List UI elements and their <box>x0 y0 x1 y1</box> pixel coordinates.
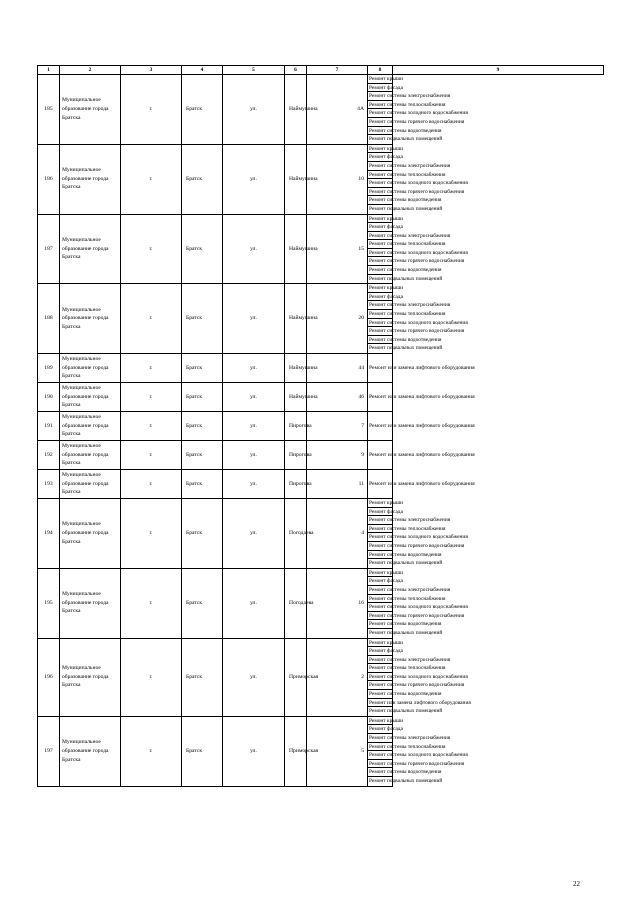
owner-cell: Муниципальное образование города Братска <box>60 441 121 470</box>
street-cell: Пирогова <box>285 470 307 499</box>
city-cell: Братск <box>182 441 223 470</box>
owner-cell: Муниципальное образование города Братска <box>60 568 121 638</box>
works-cell: Ремонт или замена лифтового оборудования <box>368 412 393 441</box>
work-item: Ремонт системы холодного водоснабжения <box>369 534 468 541</box>
table-row <box>38 716 604 786</box>
works-cell: Ремонт или замена лифтового оборудования <box>368 383 393 412</box>
table-row <box>38 499 604 569</box>
header-cell-7: 7 <box>307 66 368 75</box>
street-type-cell: ул. <box>223 412 285 441</box>
city-type-cell: г. <box>121 638 182 716</box>
work-item: Ремонт системы горячего водоснабжения <box>369 188 465 195</box>
work-item: Ремонт системы электроснабжения <box>369 93 451 100</box>
owner-cell: Муниципальное образование города Братска <box>60 214 121 284</box>
work-item: Ремонт системы электроснабжения <box>369 517 451 524</box>
work-item: Ремонт системы теплоснабжения <box>369 743 446 750</box>
city-cell: Братск <box>182 412 223 441</box>
work-item: Ремонт системы горячего водоснабжения <box>369 760 465 767</box>
work-item: Ремонт системы теплоснабжения <box>369 665 446 672</box>
work-item: Ремонт системы электроснабжения <box>369 656 451 663</box>
city-cell: Братск <box>182 354 223 383</box>
owner-cell: Муниципальное образование города Братска <box>60 470 121 499</box>
work-item: Ремонт подвальных помещений <box>369 136 443 143</box>
works-cell: Ремонт или замена лифтового оборудования <box>368 354 393 383</box>
work-item: Ремонт крыши <box>369 145 403 152</box>
work-item: Ремонт системы водоотведения <box>369 197 442 204</box>
street-type-cell: ул. <box>223 214 285 284</box>
row-number: 186 <box>38 144 60 214</box>
work-item: Ремонт подвальных помещений <box>369 275 443 282</box>
owner-cell: Муниципальное образование города Братска <box>60 499 121 569</box>
street-type-cell: ул. <box>223 638 285 716</box>
city-type-cell: г. <box>121 75 182 145</box>
table-row <box>38 638 604 716</box>
work-item: Ремонт системы холодного водоснабжения <box>369 249 468 256</box>
city-cell: Братск <box>182 499 223 569</box>
row-number: 195 <box>38 568 60 638</box>
street-cell: Наймушина <box>285 284 307 354</box>
work-item: Ремонт крыши <box>369 76 403 82</box>
street-cell: Погодаева <box>285 568 307 638</box>
works-cell <box>368 499 468 569</box>
work-item: Ремонт крыши <box>369 285 403 292</box>
work-item: Ремонт подвальных помещений <box>369 205 443 212</box>
work-item: Ремонт фасада <box>369 84 403 91</box>
house-number-cell: 4 <box>307 499 368 569</box>
work-item: Ремонт подвальных помещений <box>369 560 443 567</box>
house-number-cell: 16 <box>307 568 368 638</box>
work-item: Ремонт системы теплоснабжения <box>369 525 446 532</box>
work-item: Ремонт системы теплоснабжения <box>369 595 446 602</box>
table-row <box>38 441 604 470</box>
table-row <box>38 568 604 638</box>
street-type-cell: ул. <box>223 284 285 354</box>
work-item: Ремонт крыши <box>369 500 403 506</box>
house-number-cell: 7 <box>307 412 368 441</box>
work-item: Ремонт системы теплоснабжения <box>369 171 446 178</box>
work-item: Ремонт системы электроснабжения <box>369 586 451 593</box>
row-number: 187 <box>38 214 60 284</box>
work-item: Ремонт системы горячего водоснабжения <box>369 258 465 265</box>
works-cell <box>368 716 468 786</box>
row-number: 192 <box>38 441 60 470</box>
street-cell: Наймушина <box>285 214 307 284</box>
work-item: Ремонт системы электроснабжения <box>369 302 451 309</box>
work-item: Ремонт системы водоотведения <box>369 127 442 134</box>
work-item: Ремонт системы водоотведения <box>369 621 442 628</box>
header-cell-9: 9 <box>393 66 604 75</box>
header-cell-6: 6 <box>285 66 307 75</box>
street-cell: Приморская <box>285 638 307 716</box>
city-type-cell: г. <box>121 441 182 470</box>
table-row <box>38 354 604 383</box>
header-cell-3: 3 <box>121 66 182 75</box>
city-cell: Братск <box>182 284 223 354</box>
table-row <box>38 144 604 214</box>
city-type-cell: г. <box>121 568 182 638</box>
row-number: 193 <box>38 470 60 499</box>
house-number-cell: 15 <box>307 214 368 284</box>
works-cell: Ремонт или замена лифтового оборудования <box>368 470 393 499</box>
work-item: Ремонт фасада <box>369 154 403 161</box>
street-type-cell: ул. <box>223 470 285 499</box>
header-cell-1: 1 <box>38 66 60 75</box>
house-number-cell: 4А <box>307 75 368 145</box>
street-cell: Наймушина <box>285 75 307 145</box>
work-item: Ремонт системы электроснабжения <box>369 162 451 169</box>
city-cell: Братск <box>182 75 223 145</box>
row-number: 191 <box>38 412 60 441</box>
work-item: Ремонт фасада <box>369 648 403 655</box>
work-item: Ремонт системы горячего водоснабжения <box>369 612 465 619</box>
house-number-cell: 5 <box>307 716 368 786</box>
city-type-cell: г. <box>121 214 182 284</box>
work-item: Ремонт системы горячего водоснабжения <box>369 682 465 689</box>
owner-cell: Муниципальное образование города Братска <box>60 716 121 786</box>
city-type-cell: г. <box>121 499 182 569</box>
work-item: Ремонт системы водоотведения <box>369 691 442 698</box>
city-type-cell: г. <box>121 144 182 214</box>
row-number: 185 <box>38 75 60 145</box>
table-row <box>38 214 604 284</box>
house-number-cell: 46 <box>307 383 368 412</box>
works-cell <box>368 144 468 214</box>
table-row <box>38 412 604 441</box>
street-type-cell: ул. <box>223 383 285 412</box>
work-item: Ремонт крыши <box>369 639 403 646</box>
work-item: Ремонт крыши <box>369 215 403 222</box>
work-item: Ремонт системы водоотведения <box>369 551 442 558</box>
work-item: Ремонт фасада <box>369 224 403 231</box>
street-type-cell: ул. <box>223 716 285 786</box>
city-type-cell: г. <box>121 412 182 441</box>
work-item: Ремонт фасада <box>369 578 403 585</box>
owner-cell: Муниципальное образование города Братска <box>60 354 121 383</box>
street-type-cell: ул. <box>223 354 285 383</box>
repair-program-table <box>37 65 604 787</box>
works-cell <box>368 638 471 716</box>
city-cell: Братск <box>182 638 223 716</box>
owner-cell: Муниципальное образование города Братска <box>60 284 121 354</box>
work-item: Ремонт подвальных помещений <box>369 778 443 784</box>
house-number-cell: 20 <box>307 284 368 354</box>
owner-cell: Муниципальное образование города Братска <box>60 144 121 214</box>
house-number-cell: 44 <box>307 354 368 383</box>
header-cell-5: 5 <box>223 66 285 75</box>
work-item: Ремонт крыши <box>369 717 403 724</box>
house-number-cell: 9 <box>307 441 368 470</box>
header-cell-2: 2 <box>60 66 121 75</box>
work-item: Ремонт системы теплоснабжения <box>369 101 446 108</box>
work-item: Ремонт системы водоотведения <box>369 267 442 274</box>
city-type-cell: г. <box>121 284 182 354</box>
works-cell <box>368 284 468 354</box>
header-cell-8: 8 <box>368 66 393 75</box>
header-cell-4: 4 <box>182 66 223 75</box>
table-body <box>38 75 604 787</box>
city-cell: Братск <box>182 144 223 214</box>
row-number: 197 <box>38 716 60 786</box>
works-cell <box>368 75 468 145</box>
work-item: Ремонт системы водоотведения <box>369 769 442 776</box>
work-item: Ремонт фасада <box>369 726 403 733</box>
work-item: Ремонт фасада <box>369 508 403 515</box>
street-cell: Приморская <box>285 716 307 786</box>
work-item: Ремонт системы горячего водоснабжения <box>369 328 465 335</box>
city-cell: Братск <box>182 568 223 638</box>
row-number: 190 <box>38 383 60 412</box>
row-number: 196 <box>38 638 60 716</box>
city-type-cell: г. <box>121 470 182 499</box>
work-item: Ремонт подвальных помещений <box>369 629 443 636</box>
table-row <box>38 470 604 499</box>
street-cell: Погодаева <box>285 499 307 569</box>
work-item: Ремонт системы водоотведения <box>369 336 442 343</box>
street-type-cell: ул. <box>223 75 285 145</box>
work-item: Ремонт системы холодного водоснабжения <box>369 673 468 680</box>
street-cell: Наймушина <box>285 144 307 214</box>
table-header-row <box>38 66 604 75</box>
work-item: Ремонт системы холодного водоснабжения <box>369 110 468 117</box>
street-type-cell: ул. <box>223 499 285 569</box>
owner-cell: Муниципальное образование города Братска <box>60 412 121 441</box>
city-type-cell: г. <box>121 716 182 786</box>
street-cell: Наймушина <box>285 383 307 412</box>
work-item: Ремонт или замена лифтового оборудования <box>369 699 471 706</box>
work-item: Ремонт системы холодного водоснабжения <box>369 180 468 187</box>
house-number-cell: 2 <box>307 638 368 716</box>
table-row <box>38 75 604 145</box>
street-type-cell: ул. <box>223 144 285 214</box>
owner-cell: Муниципальное образование города Братска <box>60 638 121 716</box>
work-item: Ремонт системы холодного водоснабжения <box>369 319 468 326</box>
street-type-cell: ул. <box>223 568 285 638</box>
house-number-cell: 10 <box>307 144 368 214</box>
work-item: Ремонт подвальных помещений <box>369 345 443 352</box>
row-number: 188 <box>38 284 60 354</box>
works-cell <box>368 214 468 284</box>
works-cell: Ремонт или замена лифтового оборудования <box>368 441 393 470</box>
row-number: 194 <box>38 499 60 569</box>
works-cell <box>368 568 468 638</box>
table-row <box>38 284 604 354</box>
street-type-cell: ул. <box>223 441 285 470</box>
street-cell: Наймушина <box>285 354 307 383</box>
city-type-cell: г. <box>121 383 182 412</box>
owner-cell: Муниципальное образование города Братска <box>60 383 121 412</box>
work-item: Ремонт системы теплоснабжения <box>369 311 446 318</box>
city-cell: Братск <box>182 383 223 412</box>
street-cell: Пирогова <box>285 441 307 470</box>
work-item: Ремонт системы горячего водоснабжения <box>369 118 465 125</box>
work-item: Ремонт крыши <box>369 569 403 576</box>
work-item: Ремонт системы электроснабжения <box>369 232 451 239</box>
owner-cell: Муниципальное образование города Братска <box>60 75 121 145</box>
row-number: 189 <box>38 354 60 383</box>
city-cell: Братск <box>182 214 223 284</box>
table-row <box>38 383 604 412</box>
street-cell: Пирогова <box>285 412 307 441</box>
city-cell: Братск <box>182 470 223 499</box>
work-item: Ремонт системы холодного водоснабжения <box>369 604 468 611</box>
work-item: Ремонт подвальных помещений <box>369 708 443 715</box>
work-item: Ремонт системы горячего водоснабжения <box>369 542 465 549</box>
work-item: Ремонт фасада <box>369 293 403 300</box>
page-number: 22 <box>573 880 580 888</box>
house-number-cell: 11 <box>307 470 368 499</box>
work-item: Ремонт системы теплоснабжения <box>369 241 446 248</box>
work-item: Ремонт системы электроснабжения <box>369 735 451 742</box>
work-item: Ремонт системы холодного водоснабжения <box>369 752 468 759</box>
city-cell: Братск <box>182 716 223 786</box>
city-type-cell: г. <box>121 354 182 383</box>
